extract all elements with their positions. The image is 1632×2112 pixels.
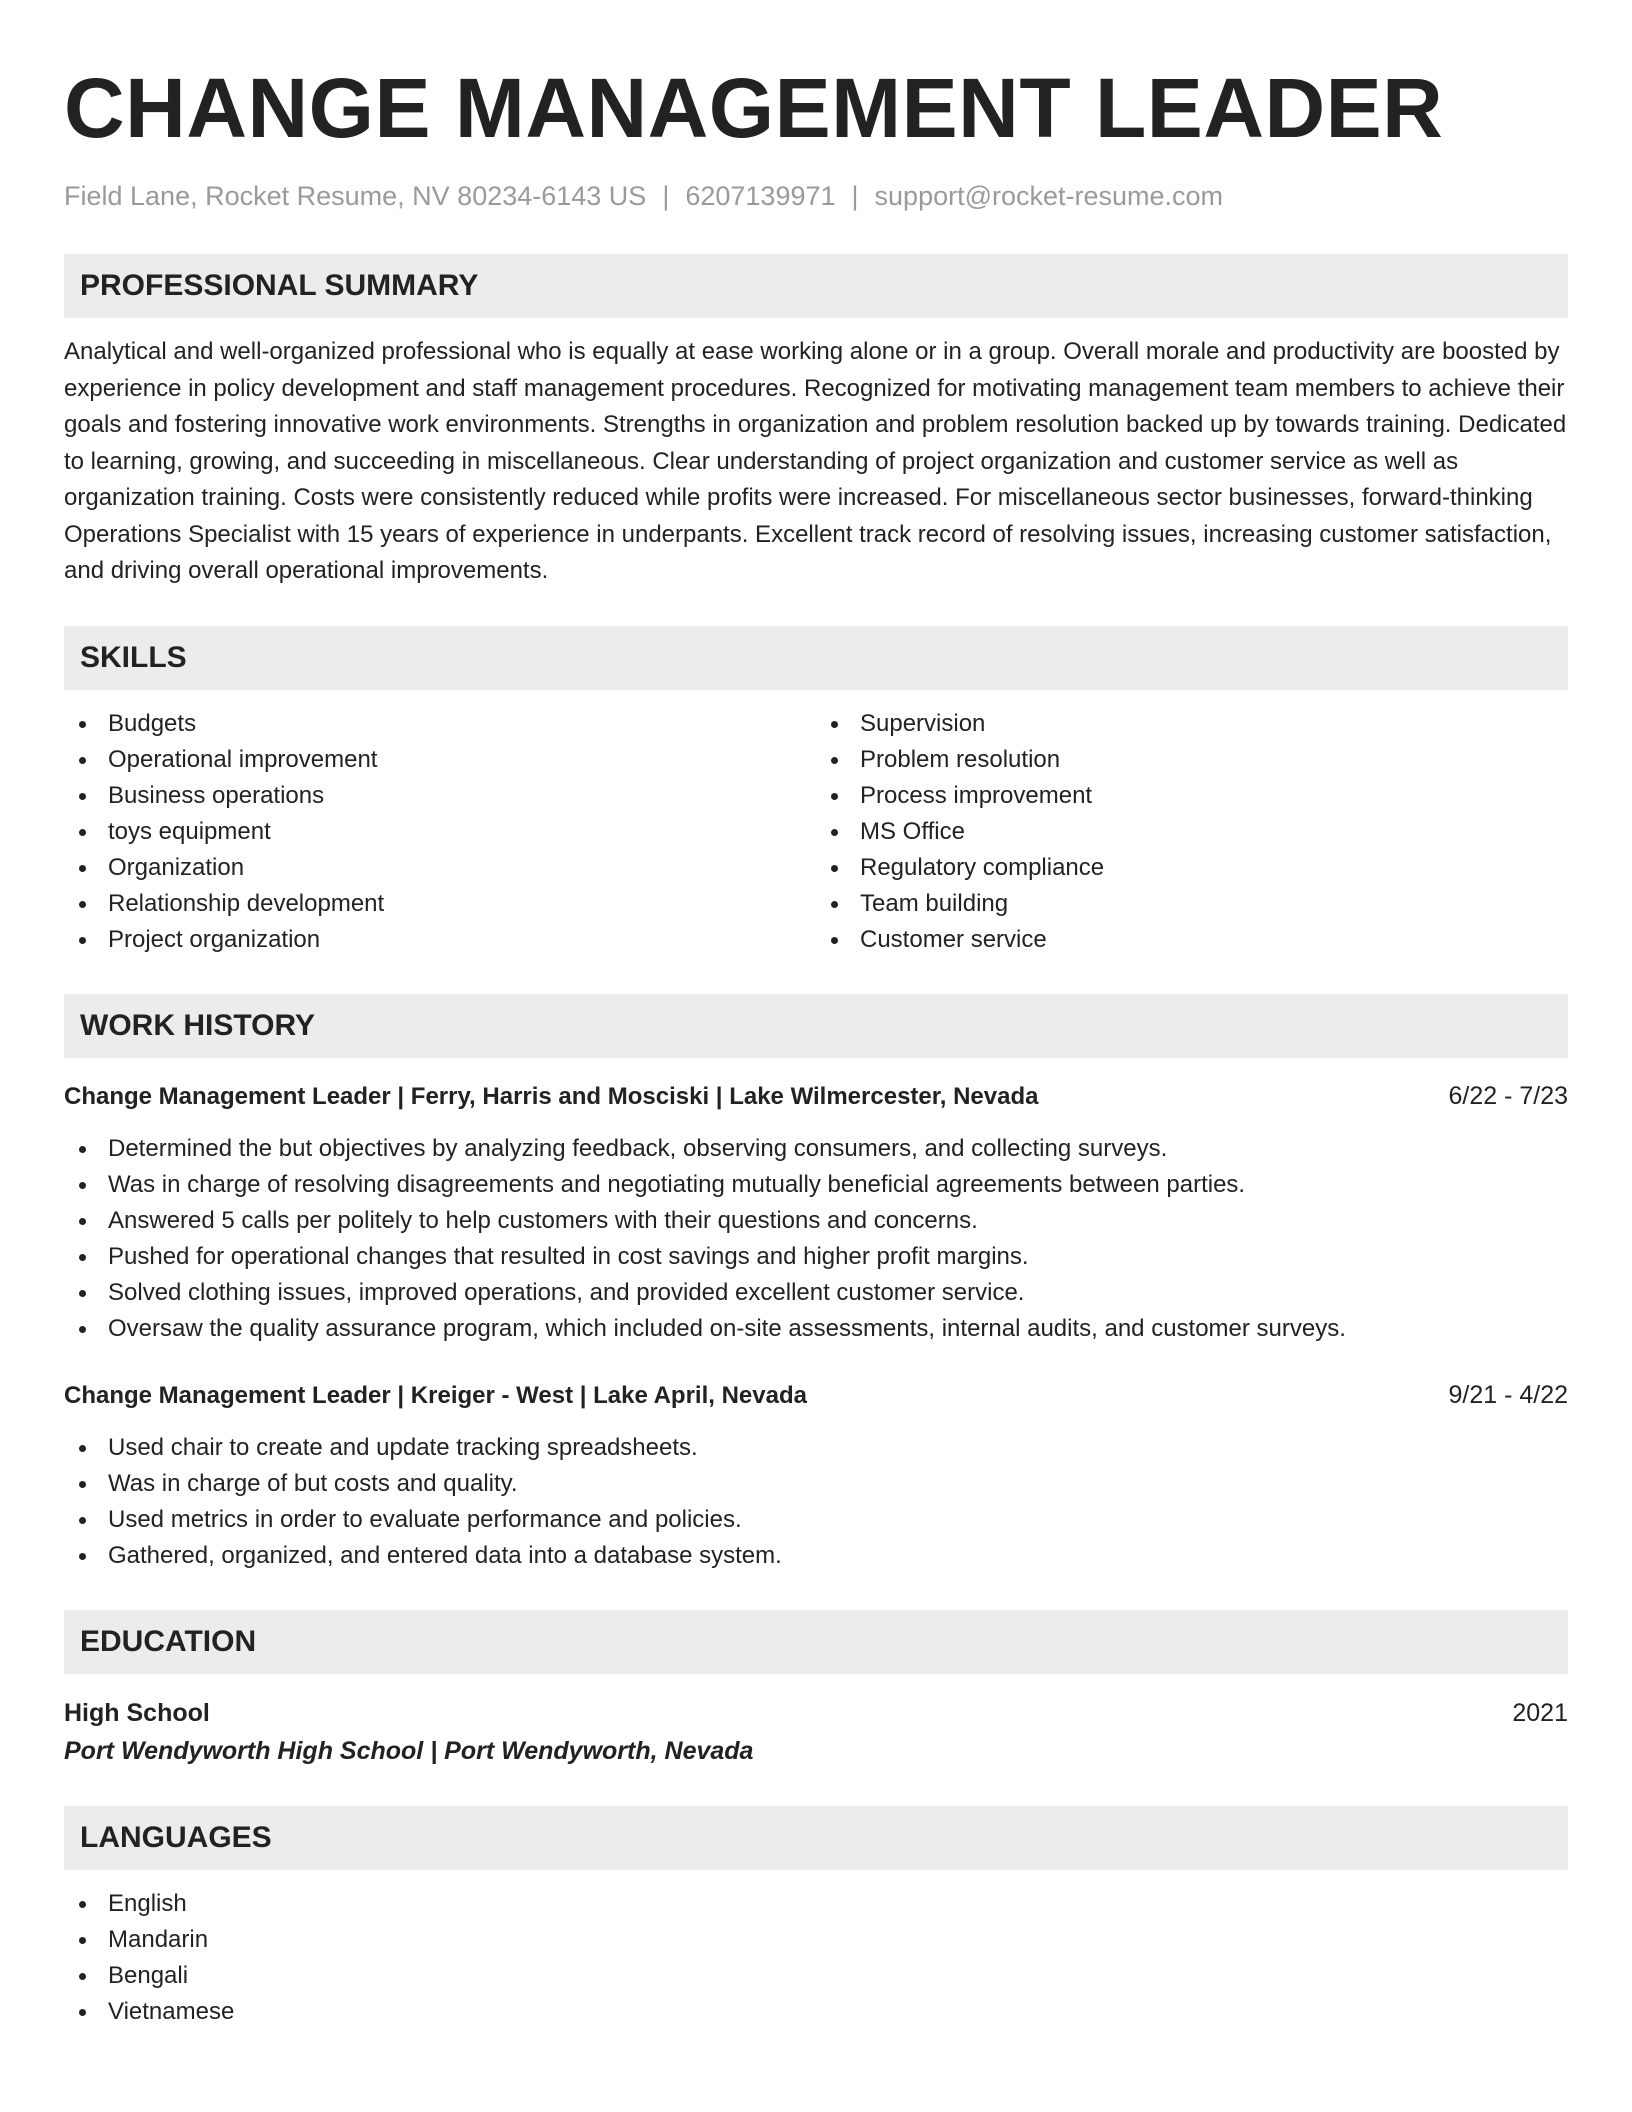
list-item: Business operations: [64, 778, 816, 814]
list-item: Project organization: [64, 922, 816, 958]
list-item: Determined the but objectives by analyzing feedback, observing consumers, and collecting surveys.: [64, 1131, 1568, 1167]
list-item: Customer service: [816, 922, 1568, 958]
list-item: Was in charge of but costs and quality.: [64, 1466, 1568, 1502]
job-title: Change Management Leader | Kreiger - West | Lake April, Nevada: [64, 1381, 807, 1409]
list-item: Oversaw the quality assurance program, which included on-site assessments, internal audits, and customer surveys.: [64, 1311, 1568, 1347]
section-header-summary: PROFESSIONAL SUMMARY: [64, 254, 1568, 318]
job-title: Change Management Leader | Ferry, Harris and Mosciski | Lake Wilmercester, Nevada: [64, 1082, 1039, 1110]
email: support@rocket-resume.com: [874, 181, 1224, 211]
contact-line: [64, 178, 1568, 214]
skills-list-left: [64, 706, 816, 958]
list-item: Process improvement: [816, 778, 1568, 814]
job-bullets: [64, 1131, 1568, 1347]
contact-separator: |: [851, 181, 859, 211]
job-bullets: [64, 1430, 1568, 1574]
section-header-work-history: WORK HISTORY: [64, 994, 1568, 1058]
job-heading-row: [64, 1078, 1568, 1115]
education-school: Port Wendyworth High School | Port Wendyworth, Nevada: [64, 1736, 754, 1765]
list-item: Mandarin: [64, 1922, 1568, 1958]
list-item: Answered 5 calls per politely to help customers with their questions and concerns.: [64, 1203, 1568, 1239]
skills-column-right: [816, 690, 1568, 958]
list-item: Operational improvement: [64, 742, 816, 778]
education-year: 2021: [1512, 1698, 1568, 1727]
section-header-skills: SKILLS: [64, 626, 1568, 690]
list-item: Pushed for operational changes that resulted in cost savings and higher profit margins.: [64, 1239, 1568, 1275]
list-item: English: [64, 1886, 1568, 1922]
list-item: Problem resolution: [816, 742, 1568, 778]
list-item: Bengali: [64, 1958, 1568, 1994]
contact-separator: |: [662, 181, 670, 211]
list-item: toys equipment: [64, 814, 816, 850]
list-item: Regulatory compliance: [816, 850, 1568, 886]
section-header-languages: LANGUAGES: [64, 1806, 1568, 1870]
list-item: Used metrics in order to evaluate performance and policies.: [64, 1502, 1568, 1538]
list-item: Organization: [64, 850, 816, 886]
summary-text: Analytical and well-organized professional who is equally at ease working alone or in a group. Overall morale and productivity are boosted by experience in policy development and staff management procedures. Recognized for motivating management team members to achieve their goals and fostering innovative work environments. Strengths in organization and problem resolution backed up by towards training. Dedicated to learning, growing, and succeeding in miscellaneous. Clear understanding of project organization and customer service as well as organization training. Costs were consistently reduced while profits were increased. For miscellaneous sector businesses, forward-thinking Operations Specialist with 15 years of experience in underpants. Excellent track record of resolving issues, increasing customer satisfaction, and driving overall operational improvements.: [64, 338, 1567, 584]
list-item: Solved clothing issues, improved operations, and provided excellent customer service.: [64, 1275, 1568, 1311]
job-dates: 6/22 - 7/23: [1448, 1081, 1568, 1110]
skills-grid: [64, 690, 1568, 958]
languages-list: [64, 1886, 1568, 2030]
candidate-name: CHANGE MANAGEMENT LEADER: [64, 61, 1444, 155]
section-header-education: EDUCATION: [64, 1610, 1568, 1674]
list-item: Vietnamese: [64, 1994, 1568, 2030]
address: Field Lane, Rocket Resume, NV 80234-6143 US: [64, 181, 647, 211]
list-item: Relationship development: [64, 886, 816, 922]
education-degree: High School: [64, 1698, 210, 1727]
skills-list-right: [816, 706, 1568, 958]
job-dates: 9/21 - 4/22: [1448, 1380, 1568, 1409]
list-item: Budgets: [64, 706, 816, 742]
phone: 6207139971: [685, 181, 836, 211]
skills-column-left: [64, 690, 816, 958]
education-heading-row: [64, 1694, 1568, 1732]
list-item: MS Office: [816, 814, 1568, 850]
list-item: Supervision: [816, 706, 1568, 742]
list-item: Used chair to create and update tracking spreadsheets.: [64, 1430, 1568, 1466]
list-item: Team building: [816, 886, 1568, 922]
job-heading-row: [64, 1377, 1568, 1414]
list-item: Gathered, organized, and entered data into a database system.: [64, 1538, 1568, 1574]
list-item: Was in charge of resolving disagreements and negotiating mutually beneficial agreements between parties.: [64, 1167, 1568, 1203]
